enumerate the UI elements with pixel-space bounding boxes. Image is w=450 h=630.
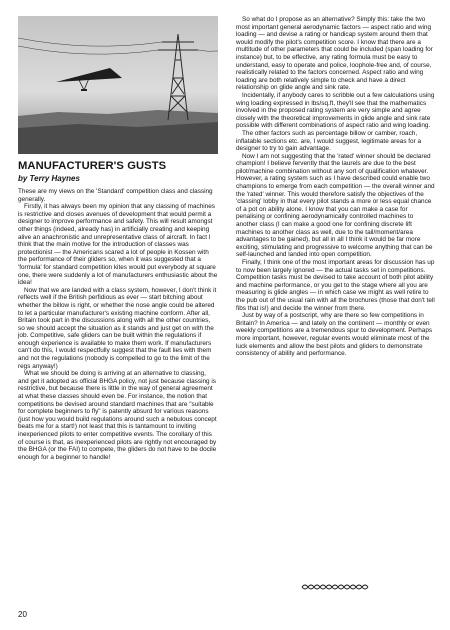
paragraph: Firstly, it has always been my opinion that any classing of machines is restrictive and closes avenues of development that would permit a designer to improve performance and safety. This will result amongst other things (indeed, already has) in artificially creating and keeping alive an anachronistic and unrepresentative class of aircraft. In fact I think that the main motive for the introduction of classes was protectionist — the Americans scared a lot of people in Kossen with the performance of their gliders so, when it was suggested that a 'formula' for standard competition kites would put everybody at square one, there were suddenly a lot of manufacturers enthusiastic about the idea! — [18, 203, 218, 287]
paragraph: These are my views on the 'Standard' competition class and classing generally. — [18, 188, 213, 203]
paragraph: What we should be doing is arriving at an alternative to classing, and get it adopted as official BHGA policy, not just because classing is restrictive, but because there is little in the way of general agreement at what these classes should even be. For instance, the notion that competitions be devised around standard machines that are "suitable for complete beginners to fly" is patently absurd for various reasons (just how you would build regulations around such a nebulous concept beats me for a start!) not least that this is tantamount to inviting inexperienced pilots to enter competitive events. The corollary of this of course is that, as inexperienced pilots are rightly not encouraged by the BHGA (or the FAI) to compete, the gliders do not have to be docile enough for a beginner to handle! — [18, 370, 217, 461]
paragraph: Now I am not suggesting that the 'rated' winner should be declared champion! I believe fervently that the laurels are due to the best pilot/machine combination without any sort of qualification whatever. However, a rating system such as I have described could enable two champions to emerge from each competition — the overall winner and the 'rated' winner. This would therefore satisfy the objectives of the 'classing' lobby in that every pilot stands a more or less equal chance of a pot on ability alone. I know that you can make a case for penalising or confining aerodynamically controlled machines to another class (I can make a good one for confining discrete lift machines to another class as well, due to the tail/moment/area advantages to be gained), but all in all I think it would be far more exciting, stimulating and progressive to welcome anything that can be self-launched and landed into open competition. — [236, 152, 435, 259]
paragraph: Just by way of a postscript, why are there so few competitions in Britain? In America — and lately on the continent — monthly or even weekly competitions are a tremendous spur to development. Perhaps more important, however, regular events would eliminate most of the luck elements and allow the best pilots and gliders to demonstrate consistency of ability and performance. — [236, 312, 433, 358]
left-column — [18, 160, 218, 461]
paragraph: Now that we are landed with a class system, however, I don't think it reflects well if the British perfidious as ever — start bitching about whether the billow is right, or whether the nose angle could be altered to let a particular manufacturer's existing machine conform. After all, Britain took part in the discussions along with all the other countries, so we should accept the situation as it stands and just get on with the job. Competitive, safe gliders can be built within the regulations if enough experience is available to make them work. If manufacturers can't do this, I would respectfully suggest that the fault lies with them and not the regulations (nobody is compelled to go to the limit of the regs anyway!) — [18, 286, 217, 370]
paragraph: Finally, I think one of the most important areas for discussion has up to now been largely ignored — the actual tasks set in competitions. Competition tasks must be devised to take account of both pilot ability and machine performance, or you get to the stage where all you are measuring is glide angles — in which case we might as well retire to the pub out of the usual rain with all the brochures (those that don't tell fibs that is!) and decide the winner from there. — [236, 259, 435, 312]
photo-scene — [18, 16, 218, 154]
paragraph: The other factors such as percentage billow or camber, roach, inflatable sections etc. are, I would suggest, legitimate areas for a designer to try to gain advantage. — [236, 129, 422, 153]
paragraph: So what do I propose as an alternative? Simply this: take the two most important general aerodynamic factors — aspect ratio and wing loading — and devise a rating or handicap system around them that would modify the pilot's competition score. I know that there are a multitude of other parameters that could be included (span loading for instance) but, to be effective, any rating formula must be easy to understand, easy to operate and police, loophole-free and, of course, realistically related to the factors concerned. Aspect ratio and wing loading are both relatively simple to check and have a direct relationship on glide angle and sink rate. — [236, 16, 433, 92]
article-byline: by Terry Haynes — [18, 174, 80, 183]
hang-glider-photo — [18, 16, 218, 154]
end-ornament-icon — [300, 582, 370, 592]
article-title: MANUFACTURER'S GUSTS — [18, 160, 167, 172]
paragraph: Incidentally, if anybody cares to scribble out a few calculations using wing loading expressed in lbs/sq.ft, they'll see that the mathematics involved in the proposed rating system are very simple and agree closely with the theoretical improvements in glide angle and sink rate possible with different combinations of aspect ratio and wing loading. — [236, 91, 435, 130]
page-number: 20 — [18, 610, 27, 619]
right-column — [236, 16, 436, 358]
